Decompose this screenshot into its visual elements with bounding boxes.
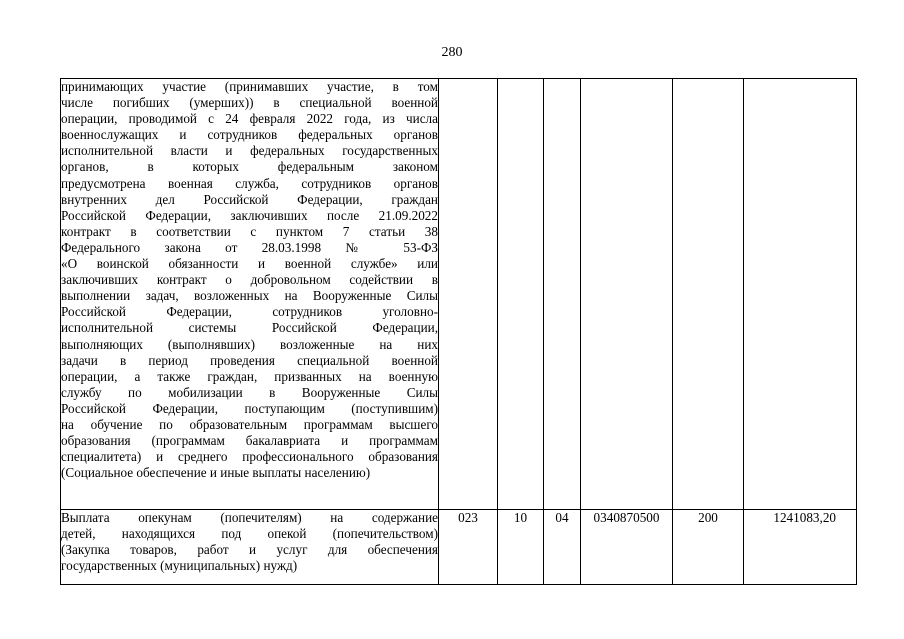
description-line: Выплата опекунам (попечителям) на содержание [61, 510, 438, 525]
table-row [61, 510, 857, 585]
description-line: исполнительной системы Российской Федерации, [61, 320, 438, 336]
description-line: детей, находящихся под опекой (попечительством) [61, 526, 438, 542]
description-line: контракт в соответствии с пунктом 7 статьи 38 [61, 223, 438, 239]
description-line: (Закупка товаров, работ и услуг для обеспечения [61, 542, 438, 558]
target-article-cell [581, 79, 673, 510]
table-row [61, 79, 857, 510]
description-line: Федерального закона от 28.03.1998 № 53-ФЗ [61, 239, 438, 255]
budget-table [60, 78, 857, 585]
description-line: операции, проводимой с 24 февраля 2022 года, из числа [61, 111, 438, 127]
description-line: Российской Федерации, заключивших после 21.09.2022 [61, 207, 438, 223]
subsection-code-cell [544, 79, 581, 510]
description-line: внутренних дел Российской Федерации, граждан [61, 191, 438, 207]
amount-cell [744, 79, 857, 510]
description-line: задачи в период проведения специальной военной [61, 352, 438, 368]
expense-type-cell [673, 79, 744, 510]
expense-type-cell: 200 [673, 510, 744, 585]
description-line: на обучение по образовательным программам высшего [61, 416, 438, 432]
description-line: числе погибших (умерших)) в специальной военной [61, 95, 438, 111]
section-code-cell: 10 [498, 510, 544, 585]
description-line: службу по мобилизации в Вооруженные Силы [61, 384, 438, 400]
description-line: Российской Федерации, поступающим (поступившим) [61, 400, 438, 416]
ministry-code-cell: 023 [439, 510, 498, 585]
description-line: принимающих участие (принимавших участие, в том [61, 79, 438, 94]
section-code-cell [498, 79, 544, 510]
description-line: выполнении задач, возложенных на Вооруженные Силы [61, 288, 438, 304]
description-line: органов, в которых федеральным законом [61, 159, 438, 175]
page-number: 280 [441, 45, 463, 60]
amount-cell: 1241083,20 [744, 510, 857, 585]
description-line: (Социальное обеспечение и иные выплаты населению) [61, 465, 371, 481]
row-description [61, 510, 439, 585]
description-line: заключивших контракт о добровольном содействии в [61, 272, 438, 288]
description-line: предусмотрена военная служба, сотрудников органов [61, 175, 438, 191]
description-line: образования (программам бакалавриата и программам [61, 433, 438, 449]
description-line: «О воинской обязанности и военной службе» или [61, 256, 438, 272]
description-line: операции, а также граждан, призванных на военную [61, 368, 438, 384]
description-line: выполняющих (выполнявших) возложенные на них [61, 336, 438, 352]
description-line: государственных (муниципальных) нужд) [61, 558, 298, 574]
description-line: специалитета) и среднего профессионального образования [61, 449, 438, 465]
target-article-cell: 0340870500 [581, 510, 673, 585]
description-line: Российской Федерации, сотрудников уголовно- [61, 304, 438, 320]
subsection-code-cell: 04 [544, 510, 581, 585]
row-description [61, 79, 439, 510]
ministry-code-cell [439, 79, 498, 510]
description-line: исполнительной власти и федеральных государственных [61, 143, 438, 159]
description-line: военнослужащих и сотрудников федеральных органов [61, 127, 438, 143]
